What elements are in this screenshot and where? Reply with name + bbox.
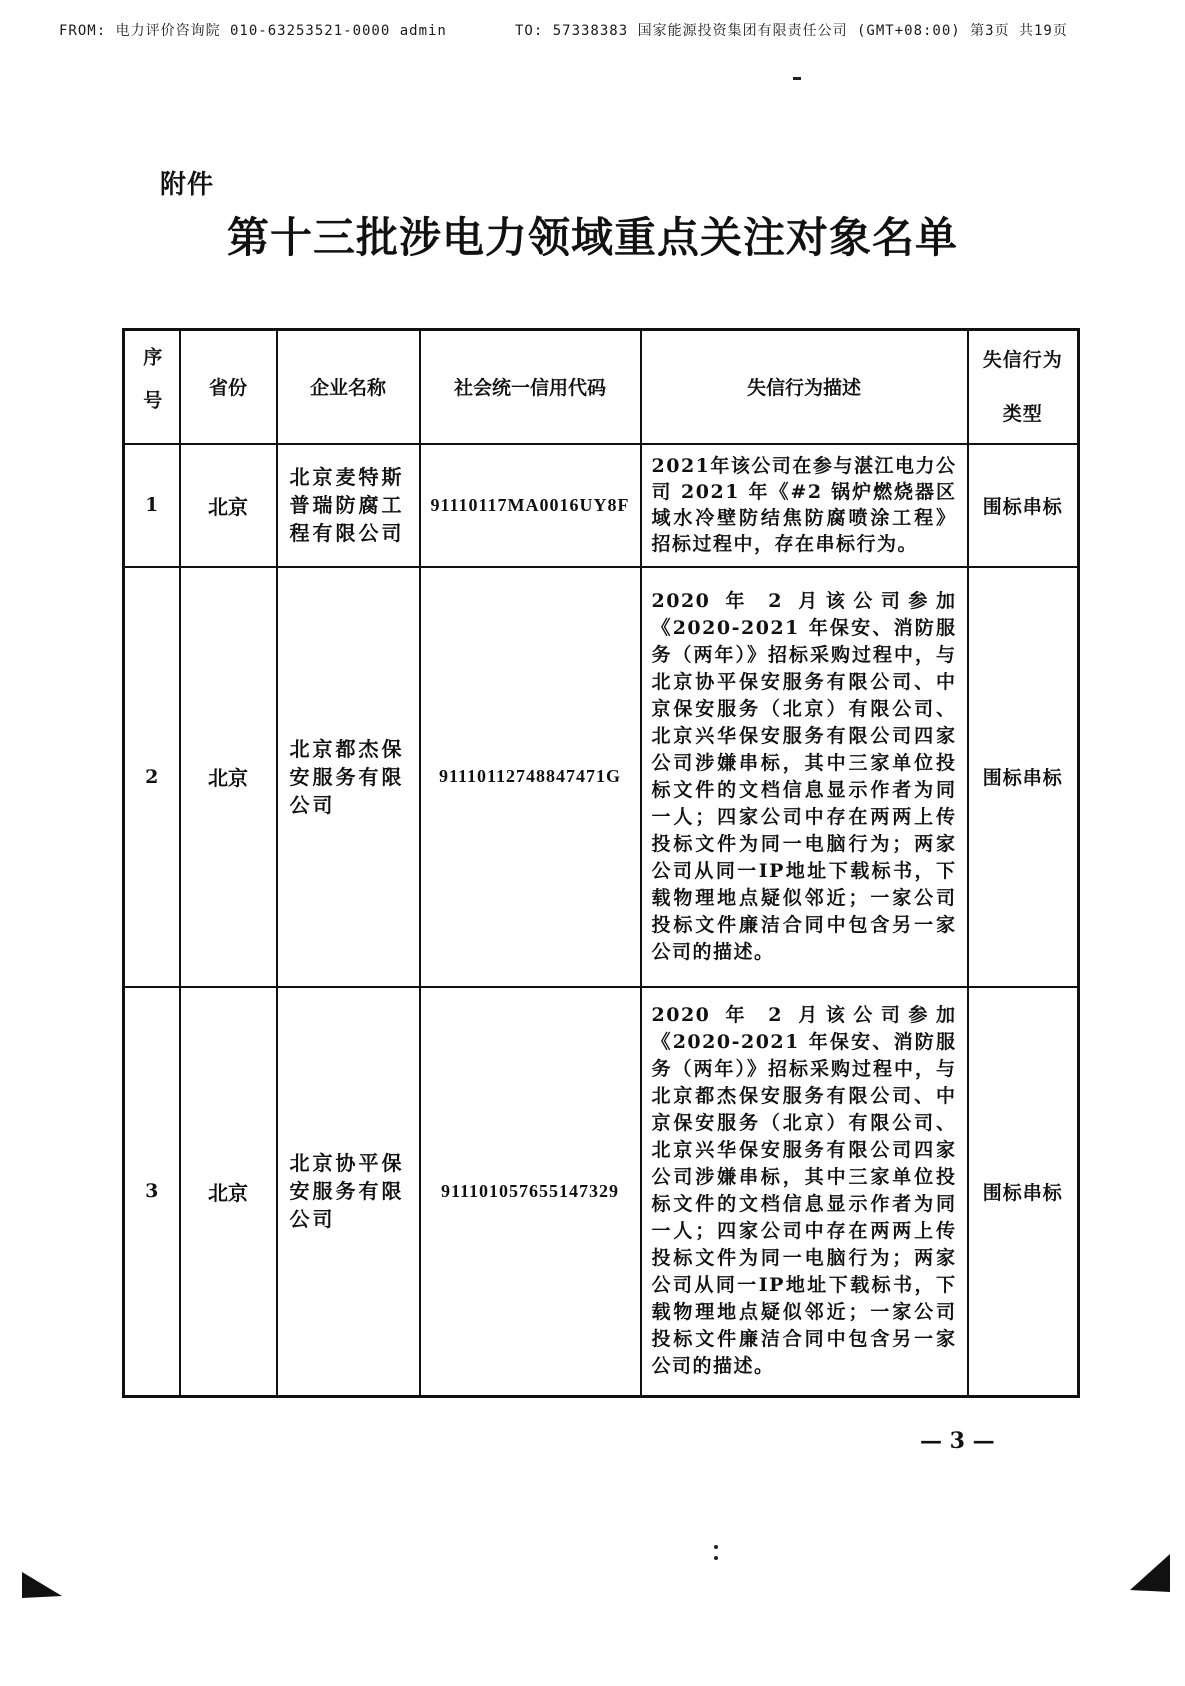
row-index: 3	[124, 987, 180, 1397]
row-credit-code: 91110117MA0016UY8F	[420, 444, 641, 567]
scan-speck	[714, 1545, 718, 1549]
row-province: 北京	[180, 444, 277, 567]
row-description: 2020 年 2 月该公司参加《2020-2021 年保安、消防服务（两年）》招标采购过程中，与北京都杰保安服务有限公司、中京保安服务（北京）有限公司、北京兴华保安服务有限公司四家公司涉嫌串标，其中三家单位投标文件的文档信息显示作者为同一人；四家公司中存在两两上传投标文件为同一电脑行为；两家公司从同一IP地址下载标书，下载物理地点疑似邻近；一家公司投标文件廉洁合同中包含另一家公司的描述。	[641, 987, 968, 1397]
row-index: 2	[124, 567, 180, 987]
row-company: 北京协平保安服务有限公司	[277, 987, 420, 1397]
row-type: 围标串标	[968, 567, 1079, 987]
row-type: 围标串标	[968, 987, 1079, 1397]
fax-edge-mark-left	[20, 1570, 64, 1600]
focus-list-table	[122, 328, 1080, 1398]
row-province: 北京	[180, 567, 277, 987]
header-province: 省份	[180, 330, 277, 444]
row-credit-code: 911101057655147329	[420, 987, 641, 1397]
table-row	[124, 444, 1079, 567]
row-province: 北京	[180, 987, 277, 1397]
row-description: 2021年该公司在参与湛江电力公司 2021 年《#2 锅炉燃烧器区域水冷壁防结焦防腐喷涂工程》招标过程中，存在串标行为。	[641, 444, 968, 567]
row-index: 1	[124, 444, 180, 567]
table-row	[124, 987, 1079, 1397]
row-company: 北京都杰保安服务有限公司	[277, 567, 420, 987]
row-credit-code: 91110112748847471G	[420, 567, 641, 987]
header-credit-code: 社会统一信用代码	[420, 330, 641, 444]
row-company: 北京麦特斯普瑞防腐工程有限公司	[277, 444, 420, 567]
header-index: 序号	[124, 330, 180, 444]
page-number: — 3 —	[920, 1428, 995, 1454]
attachment-label: 附件	[160, 170, 215, 200]
fax-edge-mark-right	[1128, 1552, 1172, 1594]
header-description: 失信行为描述	[641, 330, 968, 444]
table-row	[124, 567, 1079, 987]
header-type: 失信行为类型	[968, 330, 1079, 444]
document-title: 第十三批涉电力领域重点关注对象名单	[226, 213, 958, 262]
row-type: 围标串标	[968, 444, 1079, 567]
fax-header-from: FROM: 电力评价咨询院 010-63253521-0000 admin	[59, 23, 447, 39]
table-header-row	[124, 330, 1079, 444]
row-description: 2020 年 2 月该公司参加《2020-2021 年保安、消防服务（两年）》招标采购过程中，与北京协平保安服务有限公司、中京保安服务（北京）有限公司、北京兴华保安服务有限公司四家公司涉嫌串标，其中三家单位投标文件的文档信息显示作者为同一人；四家公司中存在两两上传投标文件为同一电脑行为；两家公司从同一IP地址下载标书，下载物理地点疑似邻近；一家公司投标文件廉洁合同中包含另一家公司的描述。	[641, 567, 968, 987]
scan-speck	[793, 77, 801, 80]
header-company: 企业名称	[277, 330, 420, 444]
scan-speck	[714, 1556, 718, 1560]
fax-header-to: TO: 57338383 国家能源投资集团有限责任公司 (GMT+08:00) 第3页 共19页	[515, 23, 1068, 39]
